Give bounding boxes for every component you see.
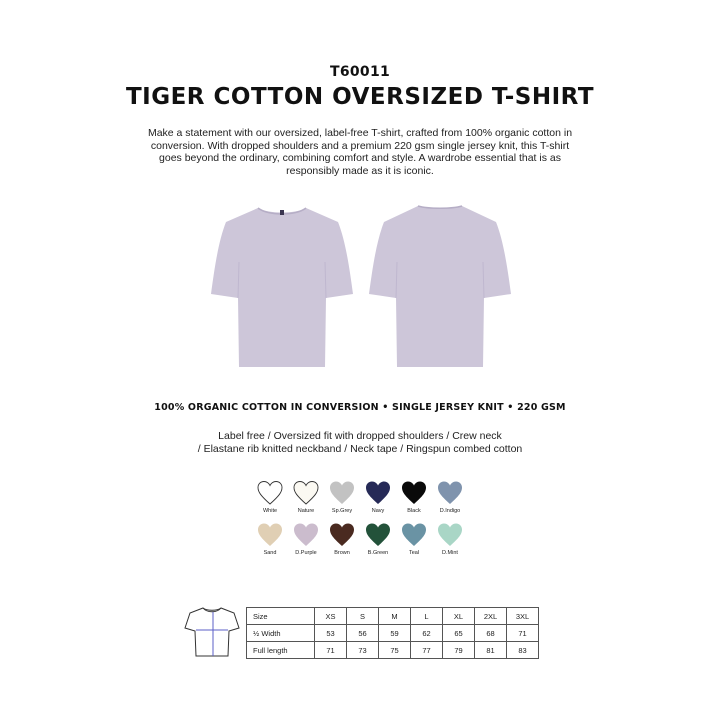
size-chart (246, 607, 539, 659)
color-swatch (360, 522, 396, 556)
color-swatch (324, 522, 360, 556)
color-swatch (432, 522, 468, 556)
size-chart-cell: XL (443, 608, 475, 625)
color-name: D.Indigo (439, 508, 461, 514)
size-chart-row-label: Size (247, 608, 315, 625)
color-name: D.Mint (442, 550, 458, 556)
color-swatch (396, 522, 432, 556)
tshirt-measure-icon (182, 604, 242, 660)
heart-icon (329, 480, 355, 506)
heart-icon (365, 522, 391, 548)
color-name: Black (407, 508, 421, 514)
product-code: T60011 (329, 64, 391, 80)
size-chart-row-label: Full length (247, 642, 315, 659)
size-chart-cell: S (347, 608, 379, 625)
color-name: B.Green (367, 550, 389, 556)
heart-icon (365, 480, 391, 506)
size-chart-cell: 71 (507, 625, 539, 642)
feature-line-2: / Elastane rib knitted neckband / Neck tape / Ringspun combed cotton (197, 443, 523, 455)
size-chart-cell: M (379, 608, 411, 625)
heart-icon (437, 480, 463, 506)
size-chart-cell: XS (315, 608, 347, 625)
color-name: Nature (297, 508, 315, 514)
heart-icon (257, 522, 283, 548)
color-swatch (360, 480, 396, 514)
size-chart-cell: 81 (475, 642, 507, 659)
size-chart-cell: 53 (315, 625, 347, 642)
heart-icon (401, 480, 427, 506)
size-chart-row (247, 625, 539, 642)
size-chart-cell: 59 (379, 625, 411, 642)
size-chart-cell: 3XL (507, 608, 539, 625)
size-chart-cell: 77 (411, 642, 443, 659)
color-swatch (288, 522, 324, 556)
size-chart-cell: 68 (475, 625, 507, 642)
color-swatch (432, 480, 468, 514)
size-chart-cell: 75 (379, 642, 411, 659)
size-chart-cell: 83 (507, 642, 539, 659)
size-chart-row (247, 642, 539, 659)
color-swatch (288, 480, 324, 514)
heart-icon (437, 522, 463, 548)
size-chart-cell: 65 (443, 625, 475, 642)
heart-icon (293, 522, 319, 548)
color-swatch (252, 480, 288, 514)
color-name: Teal (408, 550, 420, 556)
size-chart-cell: 71 (315, 642, 347, 659)
size-chart-cell: 62 (411, 625, 443, 642)
color-swatches (252, 480, 468, 556)
size-chart-header-row (247, 608, 539, 625)
size-chart-cell: 73 (347, 642, 379, 659)
product-title: TIGER COTTON OVERSIZED T-SHIRT (125, 84, 595, 110)
color-name: Navy (371, 508, 385, 514)
size-chart-row-label: ½ Width (247, 625, 315, 642)
size-chart-cell: 2XL (475, 608, 507, 625)
color-name: Sand (263, 550, 277, 556)
tshirt-front-image (208, 202, 356, 370)
feature-line-1: Label free / Oversized fit with dropped shoulders / Crew neck (218, 430, 502, 442)
color-name: White (262, 508, 278, 514)
color-swatch (324, 480, 360, 514)
feature-list (150, 430, 570, 456)
color-name: D.Purple (295, 550, 317, 556)
product-description: Make a statement with our oversized, label-free T-shirt, crafted from 100% organic cotton in conversion. With dropped shoulders and a premium 220 gsm single jersey knit, this T-shirt goes beyond the ordinary, combining comfort and style. A wardrobe essential that is as responsibly made as it is iconic. (147, 127, 573, 177)
tshirt-back-image (366, 202, 514, 370)
color-name: Sp.Grey (331, 508, 353, 514)
size-chart-cell: L (411, 608, 443, 625)
color-swatch (252, 522, 288, 556)
heart-icon (257, 480, 283, 506)
heart-icon (401, 522, 427, 548)
heart-icon (293, 480, 319, 506)
size-chart-cell: 56 (347, 625, 379, 642)
fabric-specs: 100% ORGANIC COTTON IN CONVERSION • SINGLE JERSEY KNIT • 220 GSM (154, 402, 566, 413)
heart-icon (329, 522, 355, 548)
color-swatch (396, 480, 432, 514)
color-name: Brown (334, 550, 350, 556)
size-chart-cell: 79 (443, 642, 475, 659)
